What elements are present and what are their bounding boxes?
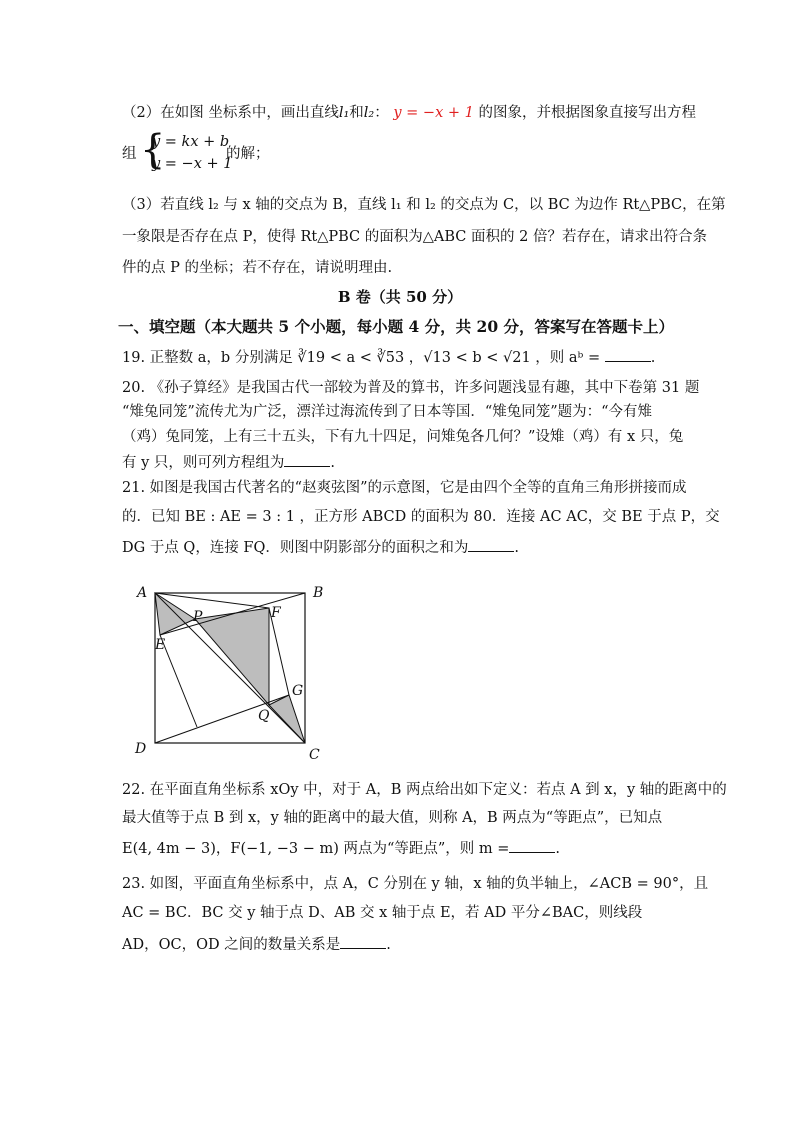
line-e-inner: [160, 635, 197, 727]
q19-text: 19. 正整数 a，b 分别满足 ∛19 < a < ∛53 ，√13 < b < √21 ，则 aᵇ =: [122, 350, 601, 366]
q23-line3: [122, 934, 682, 955]
q2-colon: ：: [374, 105, 389, 121]
q20-line1: 20. 《孙子算经》是我国古代一部较为普及的算书，许多问题浅显有趣，其中下卷第 31 题: [122, 380, 700, 396]
line-fc: [269, 608, 289, 695]
q23-line2: AC = BC．BC 交 y 轴于点 D、AB 交 x 轴于点 E，若 AD 平分∠BAC，则线段: [122, 905, 643, 921]
sys-prefix: 组: [122, 146, 137, 162]
shaded-triangle-bottom: [269, 695, 305, 743]
q3-line1: （3）若直线 l₂ 与 x 轴的交点为 B，直线 l₁ 和 l₂ 的交点为 C，以 BC 为边作 Rt△PBC，在第: [122, 197, 726, 213]
q21-line3: [122, 537, 682, 558]
q23-text: AD，OC，OD 之间的数量关系是: [122, 937, 341, 953]
label-p: P: [193, 609, 203, 625]
label-d: D: [135, 741, 147, 757]
q19: [122, 347, 682, 368]
red-equation: y = −x + 1: [393, 105, 474, 121]
sys-suffix: 的解；: [226, 146, 270, 162]
system-brace: {: [140, 127, 166, 173]
q3-line2: 一象限是否存在点 P，使得 Rt△PBC 的面积为△ABC 面积的 2 倍？若存在，请求出符合条: [122, 229, 707, 245]
section-b-title: B 卷（共 50 分）: [337, 288, 463, 306]
q2-and: 和: [349, 105, 364, 121]
q22-line2: 最大值等于点 B 到 x，y 轴的距离中的最大值，则称 A，B 两点为“等距点”，已知点: [122, 810, 663, 826]
answer-blank-21: [468, 537, 514, 552]
q23-line1: 23. 如图，平面直角坐标系中，点 A，C 分别在 y 轴，x 轴的负半轴上，∠ACB = 90°，且: [122, 876, 709, 892]
answer-blank-20: [284, 452, 330, 467]
q20-text: 有 y 只，则可列方程组为: [122, 455, 285, 471]
q22-line1: 22. 在平面直角坐标系 xOy 中，对于 A，B 两点给出如下定义：若点 A 到 x，y 轴的距离中的: [122, 782, 727, 798]
q23-end: .: [386, 937, 391, 953]
q21-end: .: [514, 540, 519, 556]
label-c: C: [309, 747, 320, 763]
label-b: B: [313, 585, 324, 601]
zhao-shuang-figure: [125, 575, 335, 765]
q2-text-post: 的图象，并根据图象直接写出方程: [478, 105, 696, 121]
q20-end: .: [330, 455, 336, 471]
q21-line1: 21. 如图是我国古代著名的“赵爽弦图”的示意图，它是由四个全等的直角三角形拼接而成: [122, 480, 687, 496]
answer-blank-19: [605, 347, 651, 362]
fill-in-heading: 一、填空题（本大题共 5 个小题，每小题 4 分，共 20 分，答案写在答题卡上）: [118, 317, 675, 336]
q20-line2: “雉兔同笼”流传尤为广泛，漂洋过海流传到了日本等国．“雉兔同笼”题为：“今有雉: [122, 404, 653, 420]
q2-line1: [122, 103, 696, 123]
q22-line3: [122, 838, 682, 859]
l1-symbol: l₁: [338, 105, 350, 121]
shaded-triangle-right: [195, 608, 269, 705]
answer-blank-22: [509, 838, 555, 853]
q3-line3: 件的点 P 的坐标；若不存在，请说明理由.: [122, 260, 393, 276]
q21-text: DG 于点 Q，连接 FQ．则图中阴影部分的面积之和为: [122, 540, 469, 556]
equation-1: y = kx + b: [152, 134, 230, 150]
q20-line3: （鸡）兔同笼，上有三十五头，下有九十四足，问雉兔各几何？”设雉（鸡）有 x 只，兔: [122, 429, 684, 445]
q22-end: .: [555, 841, 561, 857]
label-f: F: [271, 605, 281, 621]
q2-text: （2）在如图 坐标系中，画出直线: [122, 105, 339, 121]
q20-line4: [122, 452, 682, 473]
q21-line2: 的．已知 BE : AE = 3 : 1 ，正方形 ABCD 的面积为 80．连接 AC AC，交 BE 于点 P，交: [122, 509, 720, 525]
label-e: E: [155, 637, 166, 653]
equation-2: y = −x + 1: [152, 156, 233, 172]
label-q: Q: [258, 708, 270, 724]
answer-blank-23: [340, 934, 386, 949]
l2-symbol: l₂: [363, 105, 375, 121]
label-g: G: [292, 683, 304, 699]
label-a: A: [137, 585, 148, 601]
q22-text: E(4, 4m − 3)，F(−1, −3 − m) 两点为“等距点”，则 m =: [122, 841, 510, 857]
q19-end: .: [650, 350, 656, 366]
